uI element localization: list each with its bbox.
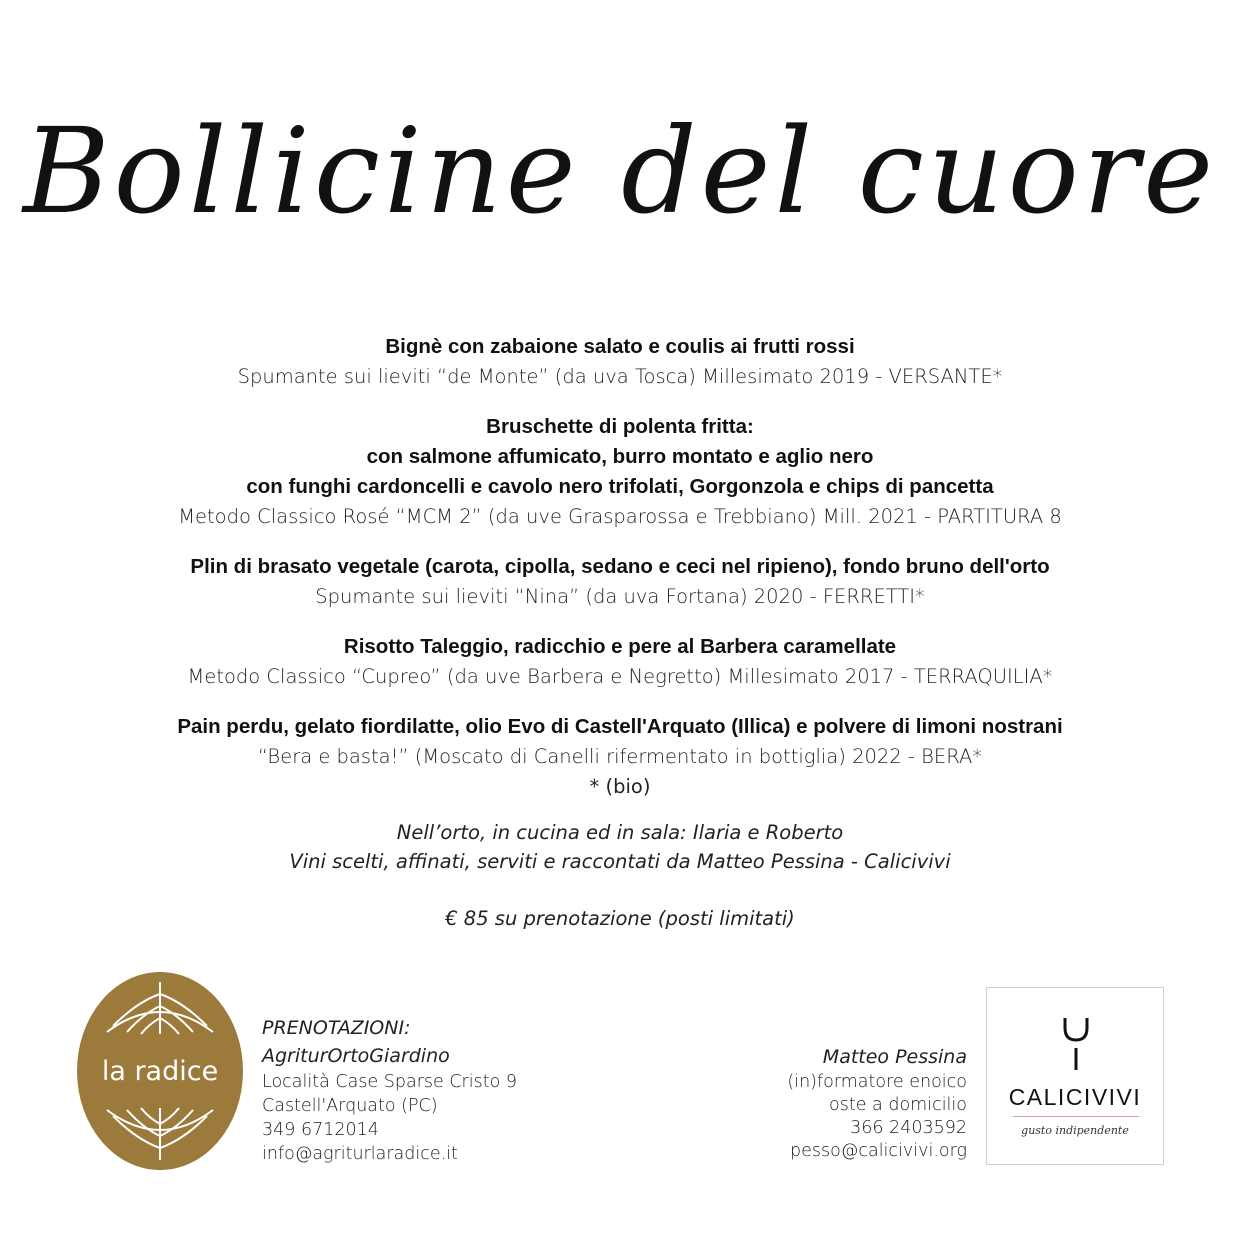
- price-line: € 85 su prenotazione (posti limitati): [445, 907, 795, 930]
- calicivivi-tagline: gusto indipendente: [1021, 1124, 1129, 1137]
- reservations-address: Località Case Sparse Cristo 9: [262, 1072, 517, 1092]
- dish-name: Risotto Taleggio, radicchio e pere al Barbera caramellate: [343, 635, 897, 658]
- calicivivi-name: CALICIVIVI: [1008, 1084, 1142, 1110]
- course-4: [0, 632, 1240, 692]
- wine-pairing: “Bera e basta!” (Moscato di Canelli rifermentato in bottiglia) 2022 - BERA*: [257, 745, 983, 768]
- reservations-name: AgriturOrtoGiardino: [262, 1045, 450, 1067]
- reservations-block: [262, 1014, 517, 1166]
- course-1: [0, 332, 1240, 392]
- la-radice-logo-text: la radice: [101, 1056, 219, 1087]
- reservations-phone: 349 6712014: [262, 1120, 379, 1140]
- dish-name: Plin di brasato vegetale (carota, cipolla, sedano e ceci nel ripieno), fondo bruno dell'orto: [190, 555, 1050, 578]
- menu-list: [0, 332, 1240, 802]
- dish-name: Bruschette di polenta fritta:: [486, 415, 754, 438]
- credits-kitchen: Nell’orto, in cucina ed in sala: Ilaria e Roberto: [396, 821, 844, 844]
- course-5: [0, 712, 1240, 772]
- page-title: Bollicine del cuore: [22, 102, 1218, 240]
- wine-pairing: Spumante sui lieviti “Nina” (da uva Fortana) 2020 - FERRETTI*: [315, 585, 925, 608]
- wine-pairing: Spumante sui lieviti “de Monte” (da uva Tosca) Millesimato 2019 - VERSANTE*: [237, 365, 1003, 388]
- course-3: [0, 552, 1240, 612]
- wine-pairing: Metodo Classico Rosé “MCM 2” (da uve Grasparossa e Trebbiano) Mill. 2021 - PARTITURA 8: [178, 505, 1062, 528]
- sommelier-service: oste a domicilio: [829, 1095, 967, 1115]
- course-2: [0, 412, 1240, 532]
- dish-variant: con funghi cardoncelli e cavolo nero trifolati, Gorgonzola e chips di pancetta: [246, 475, 994, 498]
- calicivivi-logo: [986, 987, 1164, 1165]
- sommelier-phone: 366 2403592: [850, 1118, 967, 1138]
- calicivivi-divider: [1013, 1116, 1139, 1117]
- dish-name: Bignè con zabaione salato e coulis ai frutti rossi: [385, 335, 855, 358]
- dish-variant: con salmone affumicato, burro montato e aglio nero: [366, 445, 874, 468]
- credits-wine: Vini scelti, affinati, serviti e raccontati da Matteo Pessina - Calicivivi: [289, 850, 951, 873]
- reservations-town: Castell'Arquato (PC): [262, 1096, 438, 1116]
- wine-glass-icon: [1059, 1016, 1093, 1072]
- dish-name: Pain perdu, gelato fiordilatte, olio Evo di Castell'Arquato (Illica) e polvere di limoni nostrani: [177, 715, 1063, 738]
- wine-pairing: Metodo Classico “Cupreo” (da uve Barbera e Negretto) Millesimato 2017 - TERRAQUILIA*: [187, 665, 1053, 688]
- sommelier-name: Matteo Pessina: [822, 1046, 967, 1068]
- sommelier-email: pesso@calicivivi.org: [790, 1141, 967, 1161]
- sommelier-role: (in)formatore enoico: [787, 1072, 967, 1092]
- sommelier-block: [787, 1043, 967, 1163]
- reservations-label: PRENOTAZIONI:: [262, 1017, 411, 1039]
- bio-note: * (bio): [589, 775, 651, 798]
- credits: [0, 818, 1240, 876]
- reservations-email: info@agriturlaradice.it: [262, 1144, 458, 1164]
- la-radice-logo: [77, 972, 243, 1170]
